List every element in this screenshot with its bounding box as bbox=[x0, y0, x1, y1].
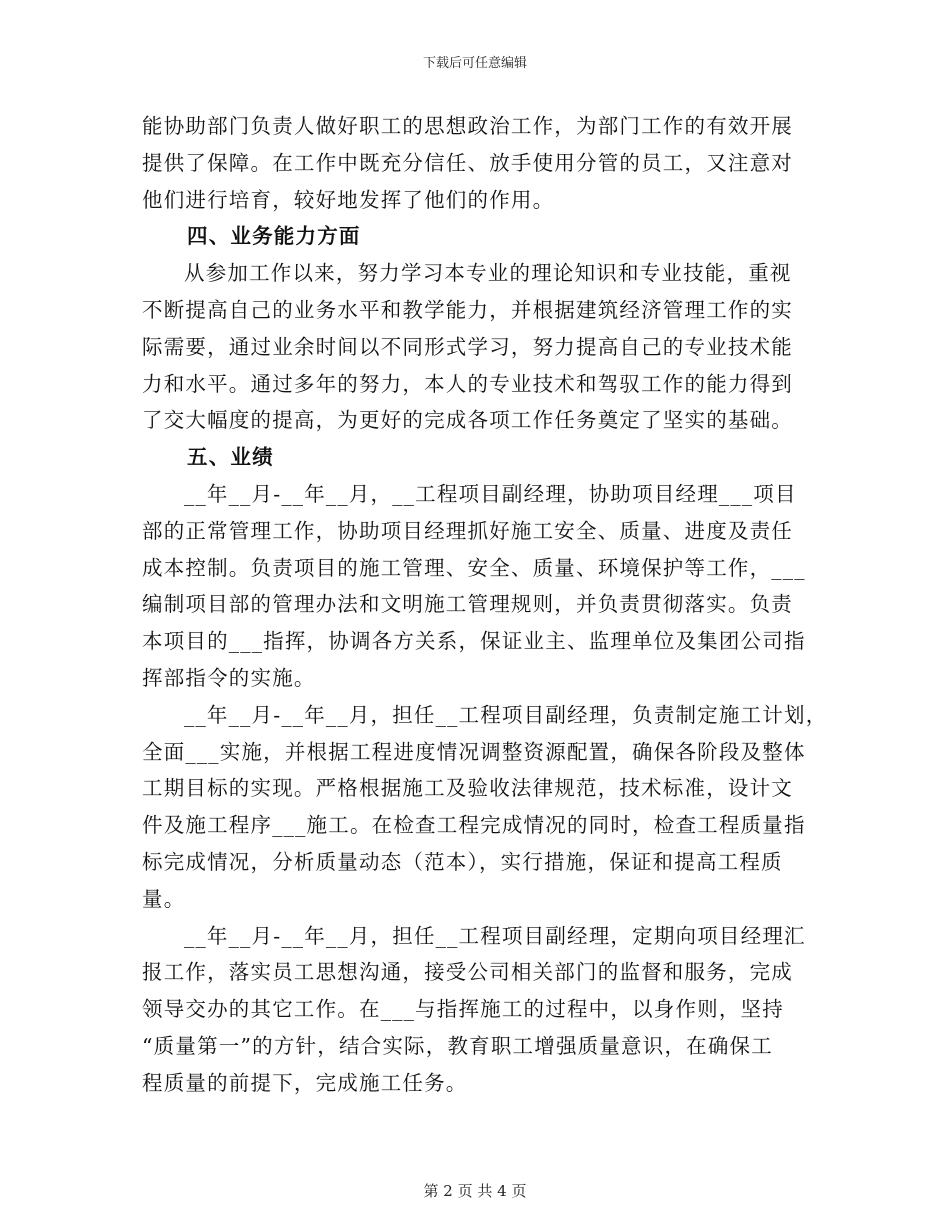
text-line: 能协助部门负责人做好职工的思想政治工作，为部门工作的有效开展 bbox=[142, 114, 793, 138]
text-line: 提供了保障。在工作中既充分信任、放手使用分管的员工，又注意对 bbox=[142, 150, 793, 175]
text-line: 成本控制。负责项目的施工管理、安全、质量、环境保护等工作，___ bbox=[142, 555, 806, 580]
text-line: 全面___实施，并根据工程进度情况调整资源配置，确保各阶段及整体 bbox=[142, 739, 806, 764]
text-line: 从参加工作以来，努力学习本专业的理论知识和专业技能，重视 bbox=[184, 261, 792, 286]
text-line: 力和水平。通过多年的努力，本人的专业技术和驾驭工作的能力得到 bbox=[142, 371, 793, 396]
text-line: 编制项目部的管理办法和文明施工管理规则，并负责贯彻落实。负责 bbox=[142, 592, 793, 617]
text-line: 本项目的___指挥，协调各方关系，保证业主、监理单位及集团公司指 bbox=[142, 629, 806, 654]
text-line: 工期目标的实现。严格根据施工及验收法律规范，技术标准，设计文 bbox=[142, 776, 793, 801]
page-footer: 第 2 页 共 4 页 bbox=[423, 1182, 527, 1200]
text-line: 领导交办的其它工作。在___与指挥施工的过程中，以身作则，坚持 bbox=[142, 997, 784, 1022]
text-line: 不断提高自己的业务水平和教学能力，并根据建筑经济管理工作的实 bbox=[142, 297, 793, 322]
text-line: 件及施工程序___施工。在检查工程完成情况的同时，检查工程质量指 bbox=[142, 813, 806, 838]
text-line: “质量第一”的方针，结合实际，教育职工增强质量意识，在确保工 bbox=[142, 1033, 773, 1058]
text-line: 际需要，通过业余时间以不同形式学习，努力提高自己的专业技术能 bbox=[142, 334, 793, 359]
text-line: 部的正常管理工作，协助项目经理抓好施工安全、质量、进度及责任 bbox=[142, 518, 793, 543]
text-line: 他们进行培育，较好地发挥了他们的作用。 bbox=[142, 187, 555, 212]
text-line: 了交大幅度的提高，为更好的完成各项工作任务奠定了坚实的基础。 bbox=[142, 408, 793, 433]
text-line: __年__月-__年__月，担任__工程项目副经理，负责制定施工计划， bbox=[184, 702, 828, 727]
text-line: __年__月-__年__月，__工程项目副经理，协助项目经理___项目 bbox=[184, 481, 797, 506]
text-line: 标完成情况，分析质量动态（范本），实行措施，保证和提高工程质 bbox=[142, 849, 783, 874]
text-line: 报工作，落实员工思想沟通，接受公司相关部门的监督和服务，完成 bbox=[142, 960, 793, 985]
section-heading: 四、业务能力方面 bbox=[187, 224, 361, 249]
text-line: 挥部指令的实施。 bbox=[142, 665, 316, 690]
text-line: 量。 bbox=[142, 886, 186, 911]
document-body bbox=[142, 108, 828, 1102]
section-heading: 五、业绩 bbox=[187, 445, 274, 470]
text-line: 程质量的前提下，完成施工任务。 bbox=[142, 1070, 468, 1095]
page-header: 下载后可任意编辑 bbox=[422, 56, 527, 71]
text-line: __年__月-__年__月，担任__工程项目副经理，定期向项目经理汇 bbox=[184, 923, 806, 948]
